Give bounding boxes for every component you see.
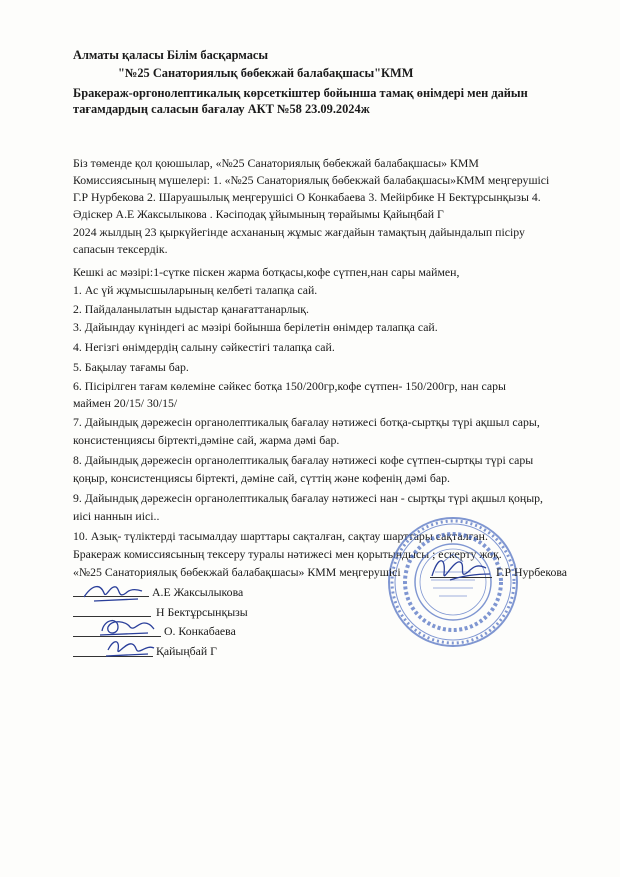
body-line: Бракераж комиссиясының тексеру туралы нәтижесі мен қорытындысы ; ескерту жоқ.	[73, 547, 502, 561]
member-name: О. Конкабаева	[164, 624, 236, 638]
body-line: 10. Азық- түліктерді тасымалдау шарттары сақталған, сақтау шарттары сақталған.	[73, 529, 488, 543]
body-line: 2024 жылдың 23 қыркүйегінде асхананың жұмыс жағдайын тамақтың дайындалып пісіру	[73, 225, 525, 239]
body-line: 7. Дайындық дәрежесін органолептикалық бағалау нәтижесі ботқа-сыртқы түрі ақшыл сары,	[73, 415, 540, 429]
header-line-2: "№25 Санаториялық бөбекжай балабақшасы"КММ	[118, 66, 414, 80]
body-line: 6. Пісірілген тағам көлеміне сәйкес ботқа 150/200гр,кофе сүтпен- 150/200гр, нан сары	[73, 379, 506, 393]
header-line-1: Алматы қаласы Білім басқармасы	[73, 48, 269, 62]
body-line: 3. Дайындау күніндегі ас мәзірі бойынша берілетін өнімдер талапқа сай.	[73, 320, 438, 334]
body-line: 9. Дайындық дәрежесін органолептикалық бағалау нәтижесі нан - сыртқы түрі ақшыл қоңыр,	[73, 491, 543, 505]
member-signature-icon	[80, 579, 146, 607]
head-name: Г.Р Нурбекова	[496, 565, 568, 579]
body-line: 8. Дайындық дәрежесін органолептикалық бағалау нәтижесі кофе сүтпен-сыртқы түрі сары	[73, 453, 534, 467]
member-name: Н Бектұрсынқызы	[156, 605, 248, 619]
body-line: Г.Р Нурбекова 2. Шаруашылық меңгерушісі О Конкабаева 3. Мейірбике Н Бектұрсынқызы 4.	[73, 190, 541, 204]
body-line: қоңыр, консистенциясы біртекті, дәміне сай, сүттің және кофенің дәмі бар.	[73, 471, 450, 485]
body-line: иісі наннын иісі..	[73, 509, 160, 523]
body-line: Комиссиясының мүшелері: 1. «№25 Санаториялық бөбекжай балабақшасы»КММ меңгерушісі	[73, 173, 550, 187]
body-line: 1. Ас үй жұмысшыларының келбеті талапқа сай.	[73, 283, 318, 297]
head-org-label: «№25 Санаториялық бөбекжай балабақшасы» КММ меңгерушісі	[73, 565, 401, 579]
member-signature-icon	[104, 634, 156, 660]
header-line-4: тағамдардың саласын бағалау АКТ №58 23.09.2024ж	[73, 102, 370, 116]
body-line: Кешкі ас мәзірі:1-сүтке піскен жарма ботқасы,кофе сүтпен,нан сары маймен,	[73, 265, 460, 279]
body-line: Біз төменде қол қоюшылар, «№25 Санаториялық бөбекжай балабақшасы» КММ	[73, 156, 479, 170]
body-line: 4. Негізгі өнімдердің салыну сәйкестігі талапқа сай.	[73, 340, 335, 354]
member-name: Қайыңбай Г	[156, 644, 217, 658]
member-name: А.Е Жаксылыкова	[152, 585, 244, 599]
body-line: консистенциясы біртекті,дәміне сай, жарма дәмі бар.	[73, 433, 340, 447]
head-signature-icon	[428, 552, 494, 586]
header-line-3: Бракераж-оргонолептикалық көрсеткіштер бойынша тамақ өнімдері мен дайын	[73, 86, 528, 100]
body-line: 5. Бақылау тағамы бар.	[73, 360, 189, 374]
body-line: Әдіскер А.Е Жаксылыкова . Кәсіподақ ұйымының төрайымы Қайыңбай Г	[73, 207, 444, 221]
body-line: 2. Пайдаланылатын ыдыстар қанағаттанарлық.	[73, 302, 309, 316]
body-line: сапасын тексердік.	[73, 242, 168, 256]
body-line: маймен 20/15/ 30/15/	[73, 396, 178, 410]
